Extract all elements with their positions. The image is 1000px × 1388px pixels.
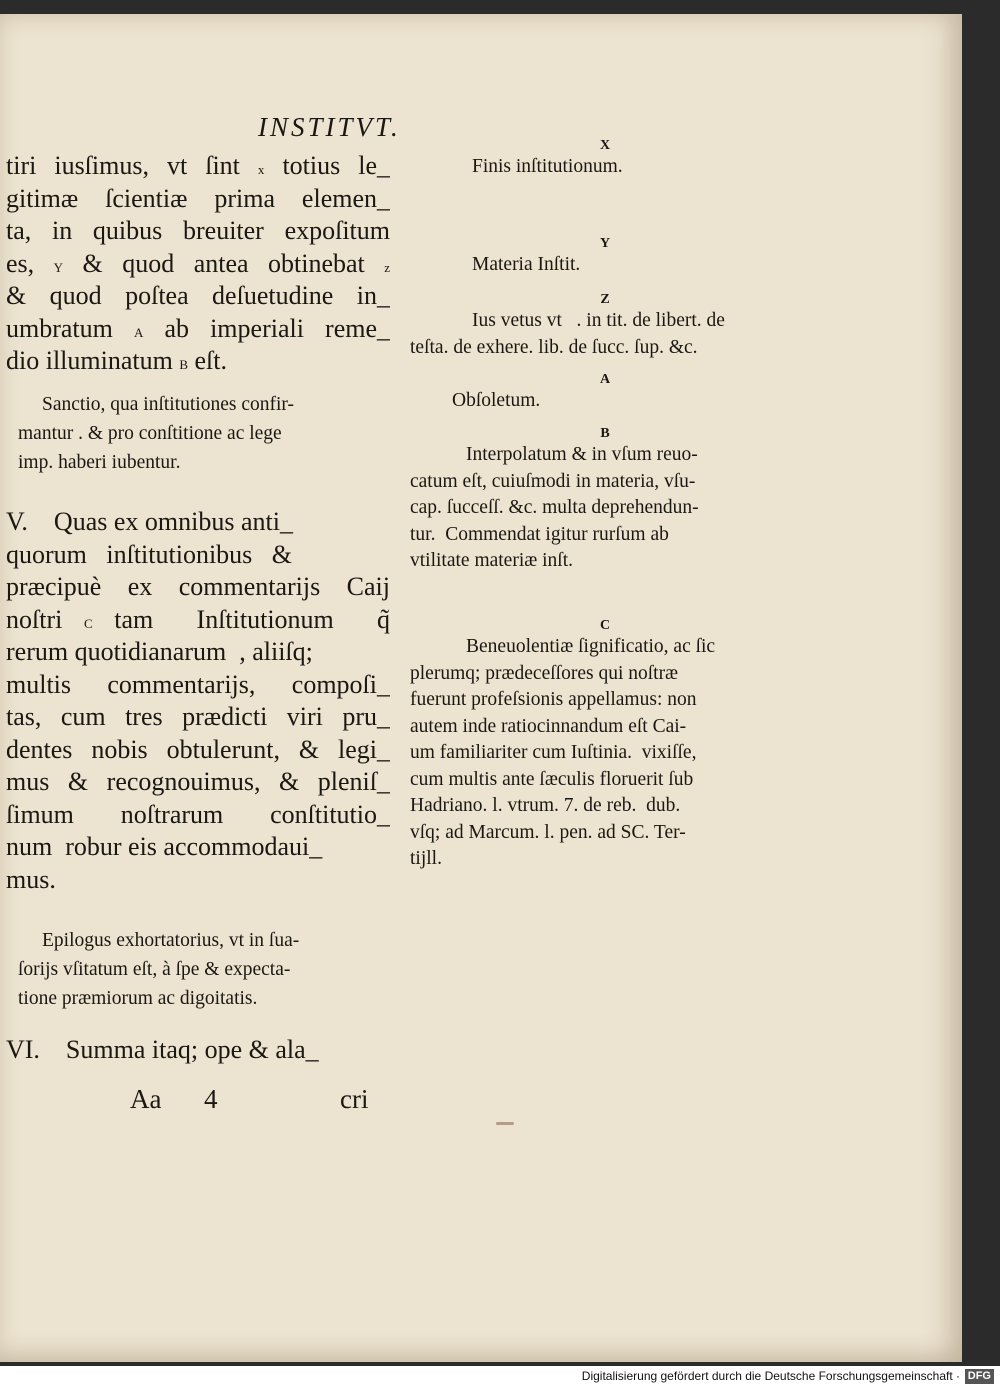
book-page — [0, 14, 962, 1362]
note-y — [410, 236, 800, 279]
note-line: Finis inſtitutionum. — [472, 156, 623, 177]
note-mark-b: B — [179, 357, 189, 372]
summary-line: Epilogus exhortatorius, vt in ſua- — [42, 930, 300, 951]
text-line: rerum quotidianarum , aliiſq; — [6, 637, 313, 666]
note-line: tijll. — [410, 848, 442, 869]
note-mark-a: A — [133, 324, 144, 340]
text-line: præcipuè ex commentarijs Caij — [6, 572, 390, 601]
text-line: quorum inſtitutionibus & — [6, 539, 293, 569]
note-letter: B — [600, 426, 610, 441]
note-line: Materia Inſtit. — [472, 254, 581, 275]
note-line: teſta. de exhere. lib. de ſucc. ſup. &c. — [410, 336, 698, 358]
dfg-logo: DFG — [965, 1369, 994, 1384]
text-line: ta, in quibus breuiter expoſitum — [6, 216, 390, 245]
text-line: dentes nobis obtulerunt, & legi_ — [6, 734, 390, 764]
note-line: Hadriano. l. vtrum. 7. de reb. dub. — [410, 795, 681, 816]
note-line: cap. ſucceſſ. &c. multa deprehendun- — [410, 497, 699, 518]
note-z — [410, 292, 800, 361]
note-a — [410, 372, 800, 415]
text-line: & quod poſtea deſuetudine in_ — [6, 281, 390, 310]
note-line: tur. Commendat igitur rurſum ab — [410, 523, 669, 545]
text-line: gitimæ ſcientiæ prima elemen_ — [6, 183, 390, 213]
running-head: INSTITVT. — [258, 112, 401, 142]
note-line: autem inde ratiocinnandum eſt Cai- — [410, 715, 687, 737]
main-text-block-1 — [6, 150, 390, 378]
note-line: catum eſt, cuiuſmodi in materia, vſu- — [410, 470, 696, 492]
note-line: um familiariter cum Iuſtinia. vixiſſe, — [410, 742, 697, 763]
note-letter: X — [599, 138, 611, 153]
signature-mark: Aa — [130, 1084, 162, 1114]
text-line: umbratum A ab imperiali reme_ — [6, 313, 390, 343]
note-letter: A — [599, 372, 611, 387]
note-line: Beneuolentiæ ſignificatio, ac ſic — [466, 636, 716, 657]
summary-line: imp. haberi iubentur. — [18, 452, 181, 473]
note-line: vtilitate materiæ inſt. — [410, 550, 574, 571]
main-text-block-3 — [6, 1034, 390, 1067]
text-line: num robur eis accommodaui_ — [6, 832, 323, 861]
note-mark-y: Y — [53, 259, 64, 275]
note-b — [410, 426, 800, 575]
signature-number: 4 — [204, 1084, 218, 1114]
catchword: cri — [340, 1084, 369, 1114]
text-line: es, Y & quod antea obtinebat z — [6, 248, 390, 278]
note-letter: Z — [600, 292, 610, 307]
summary-epilogus — [18, 926, 390, 1013]
note-line: Interpolatum & in vſum reuo- — [466, 444, 698, 465]
text-line: mus & recognouimus, & pleniſ_ — [6, 767, 390, 796]
summary-line: mantur . & pro conſtitione ac lege — [18, 423, 282, 444]
note-line: fuerunt profeſsionis appellamus: non — [410, 689, 697, 710]
text-line: tas, cum tres prædicti viri pru_ — [6, 702, 390, 731]
summary-sanctio — [18, 390, 390, 477]
text-line: VI. Summa itaq; ope & ala_ — [6, 1035, 319, 1064]
note-line: Ius vetus vt . in tit. de libert. de — [472, 310, 725, 331]
ink-smudge — [496, 1122, 514, 1125]
main-text-block-2 — [6, 506, 390, 896]
text-line: dio illuminatum B eſt. — [6, 346, 228, 375]
text-line: noſtri C tam Inſtitutionum q̃ — [6, 604, 390, 634]
note-letter: C — [599, 618, 611, 633]
footer-credit: Digitalisierung gefördert durch die Deutsche Forschungsgemeinschaft · — [581, 1369, 960, 1383]
text-line: ſimum noſtrarum conſtitutio_ — [6, 799, 390, 829]
note-c — [410, 618, 800, 873]
text-line: V. Quas ex omnibus anti_ — [6, 507, 293, 536]
summary-line: Sanctio, qua inſtitutiones confir- — [42, 394, 294, 415]
note-line: vſq; ad Marcum. l. pen. ad SC. Ter- — [410, 821, 686, 843]
note-line: plerumq; prædeceſſores qui noſtræ — [410, 662, 679, 684]
note-letter: Y — [599, 236, 611, 251]
note-mark-z: z — [384, 259, 390, 275]
note-mark-x: x — [257, 162, 265, 177]
summary-line: tione præmiorum ac digoitatis. — [18, 988, 258, 1009]
text-line: tiri iusſimus, vt ſint x totius le_ — [6, 151, 390, 180]
summary-line: ſorijs vſitatum eſt, à ſpe & expecta- — [18, 959, 291, 980]
text-line: mus. — [6, 864, 56, 894]
note-mark-c: C — [83, 615, 93, 631]
note-line: cum multis ante ſæculis floruerit ſub — [410, 768, 694, 790]
note-line: Obſoletum. — [452, 390, 541, 411]
note-x — [410, 138, 800, 181]
text-line: multis commentarijs, compoſi_ — [6, 669, 390, 699]
